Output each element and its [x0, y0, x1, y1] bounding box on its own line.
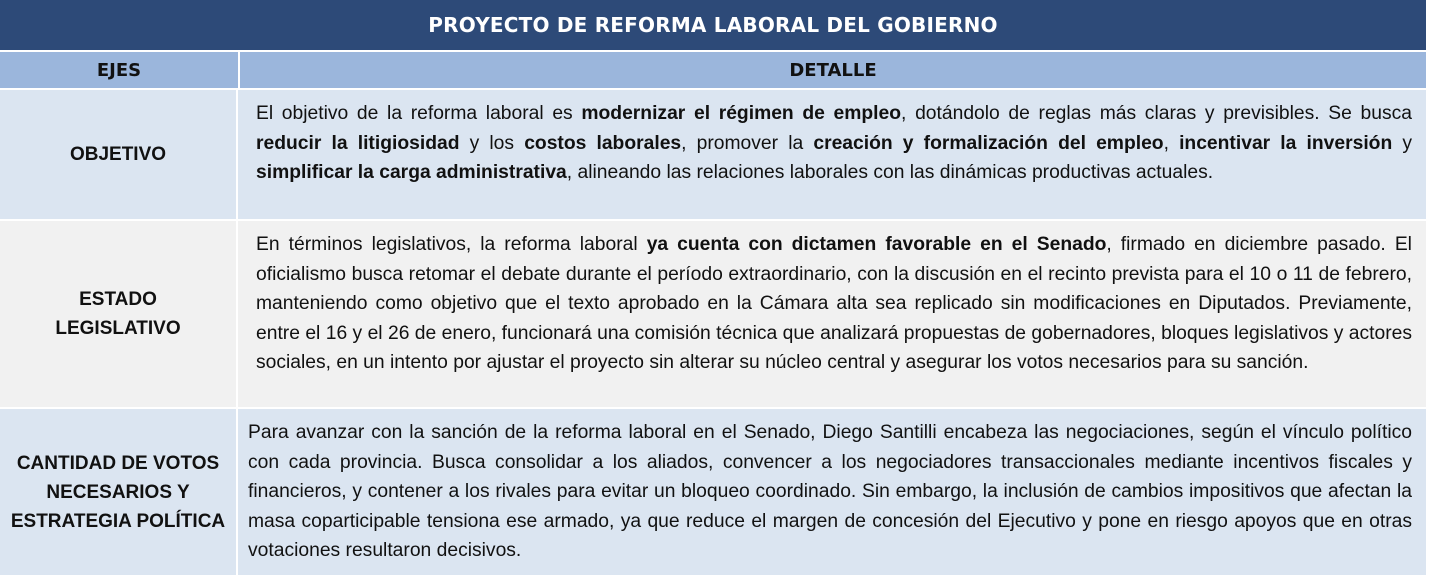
table-row-estado-legislativo	[0, 221, 1426, 409]
bold-phrase: reducir la litigiosidad	[256, 132, 460, 154]
row-detail	[238, 221, 1426, 407]
header-detalle: DETALLE	[789, 59, 877, 81]
row-label: ESTADO LEGISLATIVO	[0, 221, 238, 407]
bold-phrase: incentivar la inversión	[1179, 132, 1393, 154]
row-detail	[238, 90, 1426, 219]
text-run: El objetivo de la reforma laboral es	[256, 103, 582, 124]
bold-phrase: costos laborales	[524, 132, 682, 154]
row-label: OBJETIVO	[0, 90, 238, 219]
table-header-row	[0, 52, 1426, 90]
text-run: Para avanzar con la sanción de la reforma laboral en el Senado, Diego Santilli encabeza las negociaciones, según el vínculo político con cada provincia. Busca consolidar a los aliados, convencer a los negociadores transaccionales mediante incentivos fiscales y financieros, y contener a los rivales para evitar un bloqueo coordinado. Sin embargo, la inclusión de cambios impositivos que afectan la masa coparticipable tensiona ese armado, ya que reduce el margen de concesión del Ejecutivo y pone en riesgo apoyos que en otras votaciones resultaron decisivos.	[248, 422, 1412, 562]
text-run: ,	[1163, 132, 1180, 154]
header-ejes: EJES	[0, 52, 240, 88]
table-title: PROYECTO DE REFORMA LABORAL DEL GOBIERNO	[0, 0, 1426, 52]
table-row-objetivo	[0, 90, 1426, 221]
table-row-votos-estrategia	[0, 409, 1426, 577]
text-run: , dotándolo de reglas más claras y previsibles. Se busca	[901, 103, 1413, 124]
text-run: , firmado en diciembre pasado. El oficialismo busca retomar el debate durante el período extraordinario, con la discusión en el recinto prevista para el 10 o 11 de febrero, manteniendo como objetivo que el texto aprobado en la Cámara alta sea replicado sin modificaciones en Diputados. Previamente, entre el 16 y el 26 de enero, funcionará una comisión técnica que analizará propuestas de gobernadores, bloques legislativos y actores sociales, en un intento por ajustar el proyecto sin alterar su núcleo central y asegurar los votos necesarios para su sanción.	[256, 234, 1412, 374]
row-label: CANTIDAD DE VOTOS NECESARIOS Y ESTRATEGIA POLÍTICA	[0, 409, 238, 575]
text-run: y los	[459, 132, 525, 154]
bold-phrase: simplificar la carga administrativa	[256, 162, 567, 184]
bold-phrase: creación y formalización del empleo	[813, 132, 1164, 154]
text-run: y	[1392, 132, 1413, 154]
bold-phrase: ya cuenta con dictamen favorable en el Senado	[646, 234, 1107, 255]
text-run: En términos legislativos, la reforma laboral	[256, 234, 647, 255]
row-detail	[238, 409, 1426, 575]
text-run: , promover la	[681, 132, 814, 154]
text-run: , alineando las relaciones laborales con las dinámicas productivas actuales.	[566, 162, 1214, 184]
bold-phrase: modernizar el régimen de empleo	[581, 103, 902, 124]
